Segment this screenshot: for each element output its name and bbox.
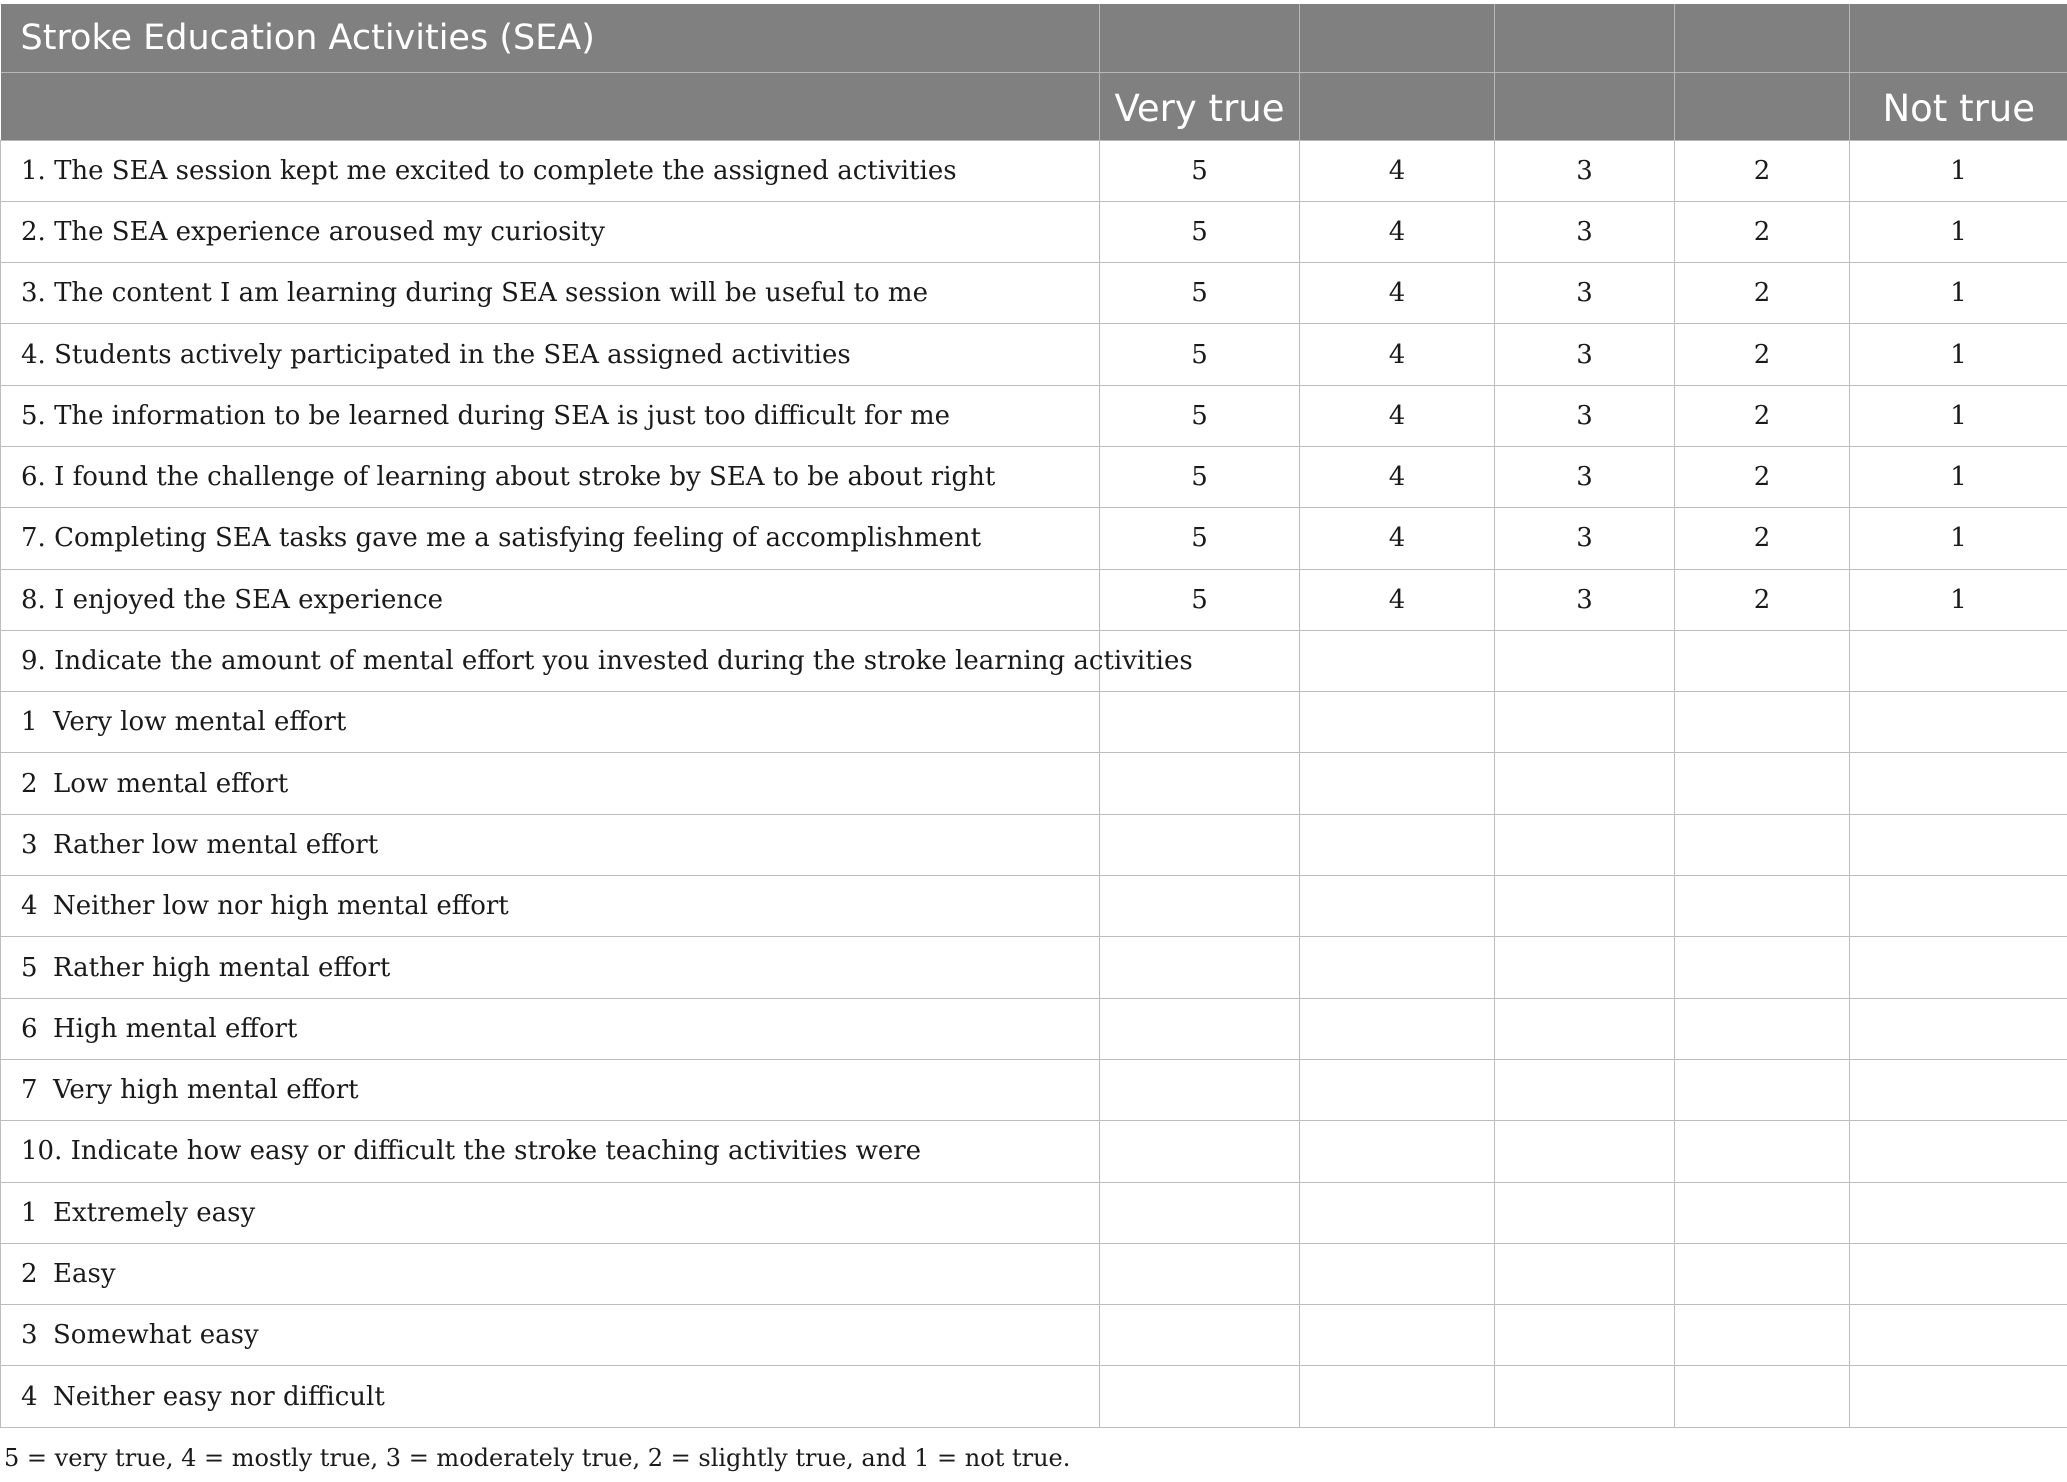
empty-cell — [1675, 753, 1850, 814]
empty-cell — [1675, 937, 1850, 998]
statement-row — [1, 385, 2067, 446]
empty-cell — [1675, 814, 1850, 875]
statement-row — [1, 324, 2067, 385]
question-text: 9. Indicate the amount of mental effort you invested during the stroke learning activities — [1, 630, 1100, 691]
option-label: High mental effort — [53, 1013, 298, 1044]
empty-cell — [1675, 998, 1850, 1059]
empty-cell — [1300, 1243, 1495, 1304]
score-cell: 4 — [1300, 569, 1495, 630]
score-cell: 5 — [1100, 385, 1300, 446]
option-number: 5 — [21, 952, 38, 983]
option-number: 4 — [21, 891, 38, 922]
title-row — [1, 4, 2067, 72]
empty-cell — [1675, 876, 1850, 937]
empty-cell — [1675, 1059, 1850, 1120]
option-number: 3 — [21, 1320, 38, 1351]
score-cell: 5 — [1100, 201, 1300, 262]
empty-cell — [1850, 1243, 2067, 1304]
option-number: 1 — [21, 707, 38, 738]
empty-cell — [1850, 1305, 2067, 1366]
scale-header-4 — [1300, 72, 1495, 140]
empty-cell — [1850, 1182, 2067, 1243]
score-cell: 1 — [1850, 263, 2067, 324]
statement-row — [1, 446, 2067, 507]
option-cell — [1, 1366, 1100, 1427]
score-cell: 5 — [1100, 324, 1300, 385]
option-row — [1, 1305, 2067, 1366]
option-number: 3 — [21, 829, 38, 860]
title-spacer — [1300, 4, 1495, 72]
score-cell: 1 — [1850, 324, 2067, 385]
question-row — [1, 630, 2067, 691]
option-number: 2 — [21, 768, 38, 799]
score-cell: 5 — [1100, 140, 1300, 201]
score-cell: 1 — [1850, 385, 2067, 446]
score-cell: 2 — [1675, 446, 1850, 507]
statement-text: 7. Completing SEA tasks gave me a satisfying feeling of accomplishment — [1, 508, 1100, 569]
empty-cell — [1300, 937, 1495, 998]
option-cell — [1, 692, 1100, 753]
score-cell: 5 — [1100, 508, 1300, 569]
empty-cell — [1850, 692, 2067, 753]
empty-cell — [1495, 753, 1675, 814]
empty-cell — [1300, 692, 1495, 753]
score-cell: 3 — [1495, 324, 1675, 385]
statement-row — [1, 569, 2067, 630]
empty-cell — [1850, 876, 2067, 937]
statement-row — [1, 140, 2067, 201]
title-spacer — [1495, 4, 1675, 72]
empty-cell — [1850, 1121, 2067, 1182]
empty-cell — [1495, 1182, 1675, 1243]
empty-cell — [1495, 630, 1675, 691]
score-cell: 3 — [1495, 385, 1675, 446]
table-body — [1, 140, 2067, 1427]
table-footnote: 5 = very true, 4 = mostly true, 3 = moderately true, 2 = slightly true, and 1 = not true. — [4, 1444, 1071, 1472]
empty-cell — [1300, 1305, 1495, 1366]
option-cell — [1, 1243, 1100, 1304]
sea-table — [0, 4, 2067, 1428]
scale-header-row — [1, 72, 2067, 140]
empty-cell — [1850, 1366, 2067, 1427]
option-number: 6 — [21, 1013, 38, 1044]
empty-cell — [1675, 1243, 1850, 1304]
option-row — [1, 1366, 2067, 1427]
empty-cell — [1300, 1182, 1495, 1243]
option-label: Neither easy nor difficult — [53, 1381, 385, 1412]
option-cell — [1, 1182, 1100, 1243]
score-cell: 1 — [1850, 569, 2067, 630]
score-cell: 2 — [1675, 569, 1850, 630]
option-row — [1, 998, 2067, 1059]
statement-text: 4. Students actively participated in the SEA assigned activities — [1, 324, 1100, 385]
empty-cell — [1850, 998, 2067, 1059]
option-label: Neither low nor high mental effort — [53, 891, 509, 922]
empty-cell — [1850, 630, 2067, 691]
option-row — [1, 814, 2067, 875]
title-spacer — [1675, 4, 1850, 72]
option-label: Rather low mental effort — [53, 829, 379, 860]
option-number: 1 — [21, 1197, 38, 1228]
option-cell — [1, 1305, 1100, 1366]
empty-cell — [1495, 692, 1675, 753]
empty-cell — [1300, 1366, 1495, 1427]
empty-cell — [1675, 692, 1850, 753]
score-cell: 2 — [1675, 140, 1850, 201]
empty-cell — [1100, 876, 1300, 937]
empty-cell — [1100, 1182, 1300, 1243]
option-cell — [1, 876, 1100, 937]
score-cell: 3 — [1495, 201, 1675, 262]
statement-text: 3. The content I am learning during SEA session will be useful to me — [1, 263, 1100, 324]
title-spacer — [1850, 4, 2067, 72]
option-cell — [1, 937, 1100, 998]
option-row — [1, 692, 2067, 753]
empty-cell — [1850, 1059, 2067, 1120]
empty-cell — [1300, 1059, 1495, 1120]
score-cell: 2 — [1675, 385, 1850, 446]
option-cell — [1, 753, 1100, 814]
empty-cell — [1100, 753, 1300, 814]
empty-cell — [1100, 998, 1300, 1059]
empty-cell — [1495, 1305, 1675, 1366]
score-cell: 2 — [1675, 508, 1850, 569]
empty-cell — [1675, 1305, 1850, 1366]
empty-cell — [1100, 937, 1300, 998]
empty-cell — [1495, 1059, 1675, 1120]
statement-text: 2. The SEA experience aroused my curiosity — [1, 201, 1100, 262]
empty-cell — [1300, 814, 1495, 875]
statement-text: 8. I enjoyed the SEA experience — [1, 569, 1100, 630]
table-header — [1, 4, 2067, 140]
score-cell: 5 — [1100, 569, 1300, 630]
empty-cell — [1675, 1366, 1850, 1427]
score-cell: 1 — [1850, 201, 2067, 262]
empty-cell — [1495, 1121, 1675, 1182]
empty-cell — [1495, 876, 1675, 937]
scale-header-blank — [1, 72, 1100, 140]
empty-cell — [1495, 937, 1675, 998]
table-title: Stroke Education Activities (SEA) — [1, 4, 1100, 72]
empty-cell — [1100, 1059, 1300, 1120]
score-cell: 2 — [1675, 201, 1850, 262]
statement-row — [1, 263, 2067, 324]
score-cell: 1 — [1850, 508, 2067, 569]
option-number: 4 — [21, 1381, 38, 1412]
question-row — [1, 1121, 2067, 1182]
statement-text: 5. The information to be learned during SEA is just too difficult for me — [1, 385, 1100, 446]
empty-cell — [1850, 937, 2067, 998]
score-cell: 4 — [1300, 385, 1495, 446]
score-cell: 1 — [1850, 140, 2067, 201]
empty-cell — [1100, 1243, 1300, 1304]
score-cell: 2 — [1675, 263, 1850, 324]
statement-row — [1, 508, 2067, 569]
option-row — [1, 937, 2067, 998]
score-cell: 3 — [1495, 569, 1675, 630]
empty-cell — [1850, 753, 2067, 814]
option-row — [1, 876, 2067, 937]
option-row — [1, 1059, 2067, 1120]
score-cell: 3 — [1495, 508, 1675, 569]
empty-cell — [1100, 1305, 1300, 1366]
empty-cell — [1675, 1121, 1850, 1182]
score-cell: 3 — [1495, 263, 1675, 324]
empty-cell — [1675, 1182, 1850, 1243]
statement-text: 1. The SEA session kept me excited to complete the assigned activities — [1, 140, 1100, 201]
empty-cell — [1300, 998, 1495, 1059]
empty-cell — [1495, 1243, 1675, 1304]
option-number: 7 — [21, 1075, 38, 1106]
question-text: 10. Indicate how easy or difficult the stroke teaching activities were — [1, 1121, 1100, 1182]
scale-header-very-true: Very true — [1100, 72, 1300, 140]
score-cell: 4 — [1300, 140, 1495, 201]
empty-cell — [1495, 1366, 1675, 1427]
empty-cell — [1100, 1121, 1300, 1182]
option-label: Extremely easy — [53, 1197, 256, 1228]
option-number: 2 — [21, 1258, 38, 1289]
empty-cell — [1495, 998, 1675, 1059]
score-cell: 5 — [1100, 446, 1300, 507]
option-row — [1, 1243, 2067, 1304]
statement-text: 6. I found the challenge of learning about stroke by SEA to be about right — [1, 446, 1100, 507]
option-cell — [1, 814, 1100, 875]
score-cell: 4 — [1300, 508, 1495, 569]
score-cell: 4 — [1300, 201, 1495, 262]
score-cell: 4 — [1300, 324, 1495, 385]
option-label: Easy — [53, 1258, 116, 1289]
score-cell: 4 — [1300, 263, 1495, 324]
option-label: Very low mental effort — [53, 707, 347, 738]
empty-cell — [1300, 630, 1495, 691]
empty-cell — [1850, 814, 2067, 875]
option-cell — [1, 998, 1100, 1059]
scale-header-not-true: Not true — [1850, 72, 2067, 140]
title-spacer — [1100, 4, 1300, 72]
score-cell: 4 — [1300, 446, 1495, 507]
scale-header-3 — [1495, 72, 1675, 140]
empty-cell — [1100, 1366, 1300, 1427]
option-label: Somewhat easy — [53, 1320, 259, 1351]
option-label: Low mental effort — [53, 768, 289, 799]
statement-row — [1, 201, 2067, 262]
score-cell: 2 — [1675, 324, 1850, 385]
score-cell: 1 — [1850, 446, 2067, 507]
option-row — [1, 1182, 2067, 1243]
empty-cell — [1300, 1121, 1495, 1182]
score-cell: 3 — [1495, 140, 1675, 201]
empty-cell — [1100, 814, 1300, 875]
option-cell — [1, 1059, 1100, 1120]
empty-cell — [1300, 876, 1495, 937]
score-cell: 5 — [1100, 263, 1300, 324]
option-row — [1, 753, 2067, 814]
scale-header-2 — [1675, 72, 1850, 140]
empty-cell — [1100, 692, 1300, 753]
empty-cell — [1300, 753, 1495, 814]
score-cell: 3 — [1495, 446, 1675, 507]
empty-cell — [1495, 814, 1675, 875]
option-label: Very high mental effort — [53, 1075, 359, 1106]
option-label: Rather high mental effort — [53, 952, 391, 983]
empty-cell — [1675, 630, 1850, 691]
